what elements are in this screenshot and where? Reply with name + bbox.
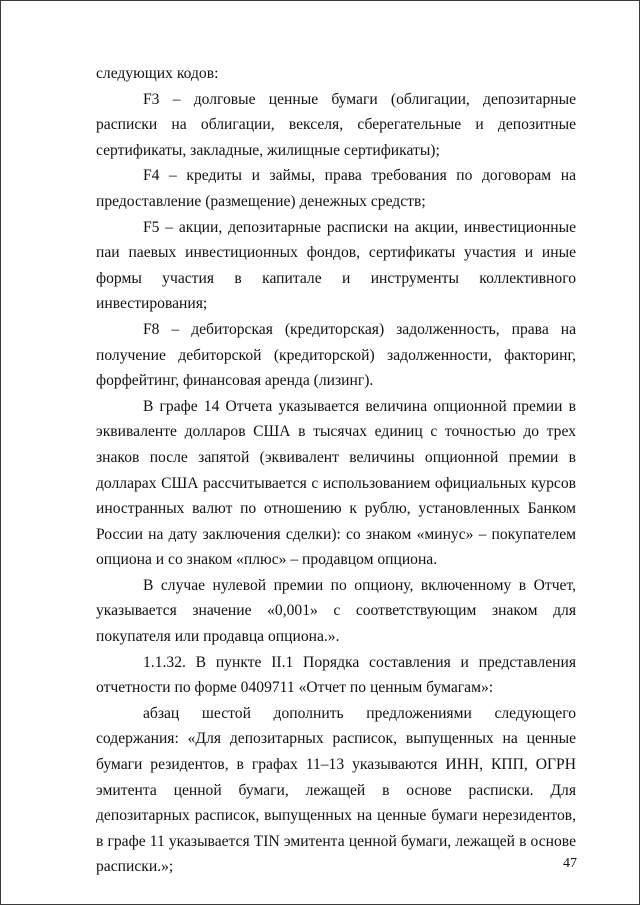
paragraph-code-f4: F4 – кредиты и займы, права требования по договорам на предоставление (размещение) денежных средств; bbox=[96, 167, 576, 210]
document-body bbox=[96, 61, 576, 880]
paragraph-code-f3: F3 – долговые ценные бумаги (облигации, депозитарные расписки на облигации, векселя, сберегательные и депозитные сертификаты, закладные, жилищные сертификаты); bbox=[96, 90, 576, 159]
paragraph-zero-premium: В случае нулевой премии по опциону, включенному в Отчет, указывается значение «0,001» с соответствующим знаком для покупателя или продавца опциона.». bbox=[96, 576, 576, 646]
paragraph-amendment: абзац шестой дополнить предложениями следующего содержания: «Для депозитарных расписок, выпущенных на ценные бумаги резидентов, в графах 11–13 указываются ИНН, КПП, ОГРН эмитента ценной бумаги, лежащей в основе расписки. Для депозитарных расписок, выпущенных на ценные бумаги нерезидентов, в графе 11 указывается TIN эмитента ценной бумаги, лежащей в основе расписки.»; bbox=[96, 704, 576, 876]
paragraph-code-f5: F5 – акции, депозитарные расписки на акции, инвестиционные паи паевых инвестиционных фондов, сертификаты участия и иные формы участия в капитале и инструменты коллективного инвестирования; bbox=[96, 218, 576, 313]
paragraph-clause-1-1-32: 1.1.32. В пункте II.1 Порядка составления и представления отчетности по форме 0409711 «Отчет по ценным бумагам»: bbox=[96, 653, 576, 697]
page-number: 47 bbox=[563, 856, 577, 871]
paragraph-column-14: В графе 14 Отчета указывается величина опционной премии в эквиваленте долларов США в тысячах единиц с точностью до трех знаков после запятой (эквивалент величины опционной премии в долларах США рассчитывается с использованием официальных курсов иностранных валют по отношению к рублю, установленных Банком России на дату заключения сделки): со знаком «минус» – покупателем опциона и со знаком «плюс» – продавцом опциона. bbox=[96, 397, 576, 569]
paragraph-code-f8: F8 – дебиторская (кредиторская) задолженность, права на получение дебиторской (кредиторской) задолженности, факторинг, форфейтинг, финансовая аренда (лизинг). bbox=[96, 320, 576, 390]
paragraph-continuation: следующих кодов: bbox=[96, 65, 219, 82]
